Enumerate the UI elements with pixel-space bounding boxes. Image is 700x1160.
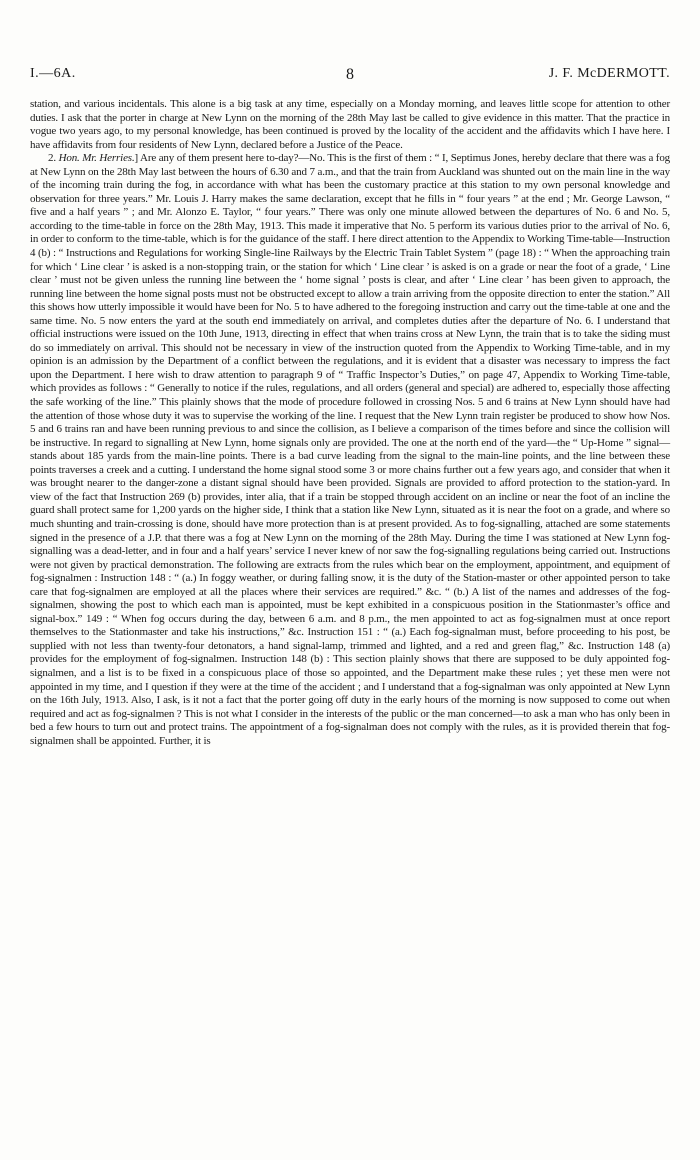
- paragraph-1: station, and various incidentals. This alone is a big task at any time, especially on a Monday morning, and leaves little scope for attention to other duties. I ask that the porter in charge at New Lynn on the morning of the 28th May last be called to give evidence in this matter. That the practice in vogue two years ago, to my personal knowledge, has been continued is proved by the locality of the accident and the affidavits which I have here. I have affidavits from four residents of New Lynn, declared before a Justice of the Peace.: [30, 98, 670, 151]
- page-header: [30, 66, 670, 88]
- witness-name: J. F. McDERMOTT.: [548, 66, 670, 81]
- page-number: 8: [346, 66, 354, 83]
- document-reference: I.—6A.: [30, 66, 76, 81]
- paragraph-2: [30, 152, 670, 748]
- paragraph-2-text: ] Are any of them present here to-day?—No. This is the first of them : “ I, Septimus Jones, hereby declare that there was a fog at New Lynn on the 28th May last between the hours of 6.30 and 7 a.m., and that the train from Auckland was shunted out on the main line in the way of the incoming train during the fog, in accordance with what has been the customary practice at this station to my own personal knowledge and observation for three years.” Mr. Louis J. Harry makes the same declaration, except that he fills in “ four years ” at the end ; Mr. George Lawson, “ five and a half years ” ; and Mr. Alonzo E. Taylor, “ four years.” There was only one minute allowed between the departures of No. 6 and No. 5, according to the time-table in force on the 28th May, 1913. This made it imperative that No. 5 perform its various duties prior to the arrival of No. 6, in order to conform to the time-table, which is for the guidance of the staff. I here direct attention to the Appendix to Working Time-table—Instruction 4 (b) : “ Instructions and Regulations for working Single-line Railways by the Electric Train Tablet System ” (page 18) : “ When the approaching train for which ‘ Line clear ’ is asked is a non-stopping train, or the station for which ‘ Line clear ’ is asked is on a grade or near the foot of a grade, ‘ Line clear ’ must not be given unless the running line between the ‘ home signal ’ posts is clear, and after ‘ Line clear ’ has been given to approach, the running line between the home signal posts must not be obstructed except to allow a train arriving from the opposite direction to enter the station.” All this shows how utterly impossible it would have been for No. 5 to have adhered to the foregoing instruction and carry out the time-table at one and the same time. No. 5 now enters the yard at the south end immediately on arrival, and completes duties after the departure of No. 6. I understand that official instructions were issued on the 10th June, 1913, directing in effect that when trains cross at New Lynn, the train that is to take the siding must do so immediately on arrival. This should not be necessary in view of the instruction quoted from the Appendix to Working Time-table, and in my opinion is an admission by the Department of a conflict between the regulations, and it is evident that a disaster was necessary to impress the fact upon the Department. I here wish to draw attention to paragraph 9 of “ Traffic Inspector’s Duties,” on page 47, Appendix to Working Time-table, which provides as follows : “ Generally to notice if the rules, regulations, and all orders (general and special) are adhered to, especially those affecting the safe working of the line.” This plainly shows that the mode of procedure followed in crossing Nos. 5 and 6 trains at New Lynn should have had the attention of those whose duty it was to supervise the working of the line. I request that the New Lynn train register be produced to show how Nos. 5 and 6 trains ran and have been running previous to and since the collision, as I believe a comparison of the times before and since the collision will be instructive. In regard to signalling at New Lynn, home signals only are provided. The one at the north end of the yard—the “ Up-Home ” signal—stands about 185 yards from the main-line points. There is a bad curve leading from the signal to the main-line points, and the line between these points traverses a creek and a cutting. I understand the home signal stood some 3 or more chains further out a few years ago, and consider that when it was brought nearer to the danger-zone a distant signal should have been provided. Signals are provided to afford protection to the station-yard. In view of the fact that Instruction 269 (b) provides, inter alia, that if a train be stopped through accident on an incline or near the foot of an incline the guard shall protect same for 1,200 yards on the higher side, I think that a station like New Lynn, situated as it is near the foot on a grade, and where so much shunting and train-crossing is done, should have more protection than is at present provided. As to fog-signalling, attached are some statements signed in the presence of a J.P. that there was a fog at New Lynn on the morning of the 28th May. During the time I was stationed at New Lynn fog-signalling was a dead-letter, and in four and a half years’ service I never knew of nor saw the fog-signalling regulations being carried out. Instructions were not given by practical demonstration. The following are extracts from the rules which bear on the employment, appointment, and equipment of fog-signalmen : Instruction 148 : “ (a.) In foggy weather, or during falling snow, it is the duty of the Station-master or other appointed person to take care that fog-signalmen are employed at all the places where their services are required.” &c. “ (b.) A list of the names and addresses of the fog-signalmen, showing the post to which each man is appointed, must be kept exhibited in a conspicuous position in the Stationmaster’s office and signal-box.” 149 : “ When fog occurs during the day, between 6 a.m. and 8 p.m., the men appointed to act as fog-signalmen must at once report themselves to the Stationmaster and take his instructions,” &c. Instruction 151 : “ (a.) Each fog-signalman must, before proceeding to his post, be supplied with not less than twenty-four detonators, a hand signal-lamp, trimmed and lighted, and a red and green flag,” &c. Instruction 148 (a) provides for the employment of fog-signalmen. Instruction 148 (b) : This section plainly shows that there are supposed to be duly appointed fog-signalmen, and a list is to be fixed in a conspicuous place of those so appointed, and the Department make these rules ; yet these men were not appointed in my time, and I question if they were at the time of the accident ; and I understand that a fog-signalman was only appointed at New Lynn on the 16th July, 1913. Also, I ask, is it not a fact that the porter going off duty in the early hours of the morning is now supposed to come out when required and act as fog-signalmen ? This is not what I consider in the interests of the public or the man concerned—to ask a man who has only been in bed a few hours to turn out and protect trains. The appointment of a fog-signalman does not comply with the rules, as it is provided therein that fog-signalmen shall be appointed. Further, it is: [30, 152, 671, 747]
- document-body: [30, 98, 670, 748]
- speaker-name: Hon. Mr. Herries.: [58, 152, 135, 165]
- question-number: 2.: [48, 152, 56, 165]
